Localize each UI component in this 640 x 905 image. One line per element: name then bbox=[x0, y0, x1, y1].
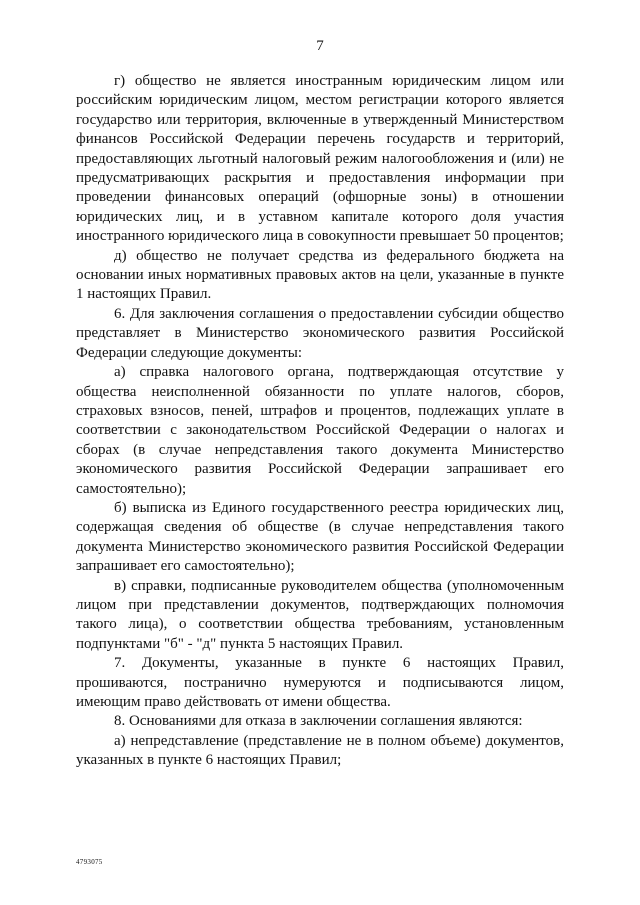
paragraph-7: 7. Документы, указанные в пункте 6 настоящих Правил, прошиваются, постранично нумеруются и подписываются лицом, имеющим право действовать от имени общества. bbox=[76, 655, 564, 710]
document-body bbox=[76, 72, 564, 771]
paragraph-5g: г) общество не является иностранным юридическим лицом или российским юридическим лицом, местом регистрации которого является государство или территория, включенные в утвержденный Министерством финансов Российской Федерации перечень государств и территорий, предоставляющих льготный налоговый режим налогообложения и (или) не предусматривающих раскрытия и предоставления информации при проведении финансовых операций (офшорные зоны) в отношении юридических лиц, и в уставном капитале которого доля участия иностранного юридического лица в совокупности превышает 50 процентов; bbox=[76, 73, 564, 245]
paragraph-5d: д) общество не получает средства из федерального бюджета на основании иных нормативных правовых актов на цели, указанные в пункте 1 настоящих Правил. bbox=[76, 247, 564, 303]
paragraph-6v: в) справки, подписанные руководителем общества (уполномоченным лицом при представлении документов, подтверждающих полномочия такого лица), о соответствии общества требованиям, установленным подпунктами "б" - "д" пункта 5 настоящих Правил. bbox=[76, 577, 564, 652]
paragraph-6b: б) выписка из Единого государственного реестра юридических лиц, содержащая сведения об обществе (в случае непредставления такого документа Министерство экономического развития Российской Федерации запрашивает его самостоятельно); bbox=[76, 499, 564, 575]
paragraph-8: 8. Основаниями для отказа в заключении соглашения являются: bbox=[114, 713, 523, 730]
page-number: 7 bbox=[316, 38, 324, 54]
paragraph-6: 6. Для заключения соглашения о предоставлении субсидии общество представляет в Министерство экономического развития Российской Федерации следующие документы: bbox=[76, 305, 564, 361]
document-code: 4793075 bbox=[76, 858, 103, 866]
paragraph-6a: а) справка налогового органа, подтверждающая отсутствие у общества неисполненной обязанности по уплате налогов, сборов, страховых взносов, пеней, штрафов и процентов, подлежащих уплате в соответствии с законодательством Российской Федерации о налогах и сборах (в случае непредставления такого документа Министерство экономического развития Российской Федерации запрашивает его самостоятельно); bbox=[76, 364, 564, 497]
paragraph-8a: а) непредставление (представление не в полном объеме) документов, указанных в пункте 6 настоящих Правил; bbox=[76, 732, 564, 769]
